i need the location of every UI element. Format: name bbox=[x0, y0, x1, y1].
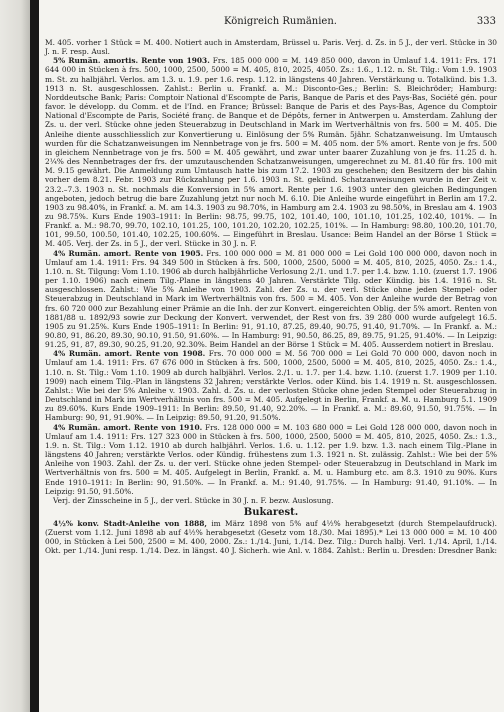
book-binding-gutter bbox=[30, 0, 39, 712]
page-number: 333 bbox=[476, 16, 496, 27]
running-head bbox=[39, 16, 504, 30]
section-heading: 5% Rumän. amortis. Rente von 1903. bbox=[53, 56, 210, 66]
section-stadt-anleihe-1888 bbox=[45, 519, 497, 556]
page-header-title: Königreich Rumänien. bbox=[224, 16, 337, 27]
section-rente-1903 bbox=[45, 56, 497, 248]
section-rente-1910 bbox=[45, 423, 497, 496]
section-text: Frs. 70 000 000 = M. 56 700 000 = Lei Gold 70 000 000, davon noch in Umlauf am 1.4. 1911: Frs. 67 676 000 in Stücken à frs. 500, 1000, 2500, 5000 = M. 405, 810, 2025, 4050. Zs.: 1.4., 1.10. n. St. Tilg.: Vom 1.10. 1909 ab durch halbjährl. Verlos. 2./1. u. 1.7. per 1.4. bzw. 1.10. (zuerst 1.7. 1909 per 1.10. 1909) nach einem Tilg.-Plan in längstens 32 Jahren; verstärkte Verlos. oder Künd. bis 1.4. 1919 n. St. ausgeschlossen. Zahlst.: Wie bei der 5% Anleihe v. 1903. Zahl. d. Zs. u. der verlosten Stücke ohne jeden Stempel oder Steuerabzug in Deutschland in Mark im Wertverhältnis von frs. 500 = M. 405. Aufgelegt in Berlin, Frankf. a. M. u. Hamburg 5.1. 1909 zu 89.60%. Kurs Ende 1909–1911: In Berlin: 89.50, 91.40, 92.20%. — In Frankf. a. M.: 89.60, 91.50, 91.75%. — In Hamburg: 90, 91, 91.90%. — In Leipzig: 89.50, 91.20, 91.50%. bbox=[45, 349, 498, 423]
section-text: Frs. 100 000 000 = M. 81 000 000 = Lei Gold 100 000 000, davon noch in Umlauf am 1.4. 1911: Frs. 94 349 500 in Stücken à frs. 500, 1000, 2500, 5000 = M. 405, 810, 2025, 4050. Zs.: 1.4., 1.10. n. St. Tilgung: Vom 1.10. 1906 ab durch halbjährliche Verlosung 2./1. und 1.7. per 1.4. bzw. 1.10. (zuerst 1.7. 1906 per 1.10. 1906) nach einem Tilg.-Plane in längstens 40 Jahren. Verstärkte Tilg. oder Kündig. bis 1.4. 1916 n. St. ausgeschlossen. Zahlst.: Wie 5% Anleihe von 1903. Zahl. der Zs. u. der verl. Stücke ohne jeden Stempel- oder Steuerabzug in Deutschland in Mark im Wertverhältnis von frs. 500 = M. 405. Von der Anleihe wurde der Betrag von frs. 60 720 000 zur Bezahlung einer Prämie an die Inh. der zur Konvert. eingereichten Oblig. der 5% amort. Renten von 1881/88 u. 1892/93 sowie zur Deckung der Konvert. verwendet, der Rest von frs. 39 280 000 wurde aufgelegt 16.5. 1905 zu 91.25%. Kurs Ende 1905–1911: In Berlin: 91, 91.10, 87.25, 89.40, 90.75, 91.40, 91.70%. — In Frankf. a. M.: 90.80, 91, 86.20, 89.30, 90.10, 91.50, 91.60%. — In Hamburg: 91, 90.50, 86.25, 89, 89.75, 91.25, 91.40%. — In Leipzig: 91.25, 91, 87, 89.30, 90.25, 91.20, 92.30%. Beim Handel an der Börse 1 Stück = M. 405. Ausserdem notiert in Breslau. bbox=[45, 248, 498, 350]
section-rente-1905 bbox=[45, 249, 497, 350]
section-heading: 4% Rumän. amort. Rente von 1905. bbox=[53, 248, 204, 258]
section-text: im März 1898 von 5% auf 4½% herabgesetzt (durch Stempelaufdruck). (Zuerst vom 1.12. Juni 1898 ab auf 4½% herabgesetzt (Gesetz vom 18./30. Mai 1895).* Lei 13 000 000 = M. 10 400 000, in Stücken à Lei 500, 2500 = M. 400, 2000. Zs.: 1./14. Juni, 1./14. Dez. Tilg.: Durch halbj. Verl. 1./14. April, 1./14. Okt. per 1./14. Juni resp. 1./14. Dez. in längst. 40 J. Sicherh. wie Anl. v. 1884. Zahlst.: Berlin u. Dresden: Dresdner Bank: bbox=[45, 518, 498, 556]
page-body bbox=[45, 38, 497, 556]
adjacent-page-edge bbox=[0, 0, 30, 712]
section-heading: 4% Rumän. amort. Rente von 1908. bbox=[53, 349, 206, 359]
section-rente-1908 bbox=[45, 349, 497, 422]
paragraph-continuation: M. 405. vorher 1 Stück = M. 400. Notiert auch in Amsterdam, Brüssel u. Paris. Verj. d. Zs. in 5 J., der verl. Stücke in 30 J. n. F. resp. Ausl. bbox=[45, 38, 497, 57]
section-heading: 4% Rumän. amort. Rente von 1910. bbox=[53, 422, 203, 432]
city-heading-bukarest: Bukarest. bbox=[243, 506, 299, 518]
section-text: Frs. 185 000 000 = M. 149 850 000, davon in Umlauf 1.4. 1911: Frs. 171 644 000 in Stücken à frs. 500, 1000, 2500, 5000 = M. 405, 810, 2025, 4050. Zs.: 1.6., 1.12. n. St. Tilg.: Vom 1.9. 1903 m. St. zu halbjährl. Verlos. am 1.3. u. 1.9. per 1.6. resp. 1.12. in längstens 40 Jahren. Verstärkung u. Totalkünd. bis 1.3. 1913 n. St. ausgeschlossen. Zahlst.: Berlin u. Frankf. a. M.: Disconto-Ges.; Berlin: S. Bleichröder; Hamburg: Norddeutsche Bank; Paris: Comptoir National d'Escompte de Paris, Banque de Paris et des Pays-Bas, Société gén. pour favor. le développ. du Comm. et de l'Ind. en France; Brüssel: Banque de Paris et des Pays-Bas, Agence du Comptoir National d'Escompte de Paris, Société franç. de Banque et de Dépôts, ferner in Antwerpen u. Amsterdam. Zahlung der Zs. u. der verl. Stücke ohne jeden Steuerabzug in Deutschland in Mark im Wertverhältnis von frs. 500 = M. 405. Die Anleihe diente ausschliesslich zur Konvertierung u. Einlösung der 5% Rumän. 5jähr. Schatzanweisung. Im Umtausch wurden für die Schatzanweisungen im Nennbetrage von je frs. 500 = M. 405 nom. der 5% amort. Rente von je frs. 500 in gleichem Nennbetrage von je frs. 500 = M. 405 gewährt, und zwar unter baarer Zuzahlung von je frs. 11.25 d. h. 2¼% des Nennbetrages der frs. der umzutauschenden Schatzanweisungen, umgerechnet zu M. 81.40 für frs. 100 mit M. 9.15 gewährt. Die Anmeldung zum Umtausch hatte bis zum 17.2. 1903 zu geschehen; den Besitzern der bis dahin vorher dem 8.21. Febr. 1903 zur Rückzahlung per 1.6. 1903 n. St. gekünd. Schatzanweisungen wurde in der Zeit v. 23.2.–7.3. 1903 n. St. nochmals die Konversion in 5% amort. Rente per 1.6. 1903 unter den gleichen Bedingungen angeboten, jedoch betrug die bare Zuzahlung jetzt nur noch M. 6.10. Die Anleihe wurde eingeführt in Berlin am 17.2. 1903 zu 98.40%, in Frankf. a. M. am 14.3. 1903 zu 98.70%, in Hamburg am 2.4. 1903 zu 98.50%, in Breslau am 4. 1903 zu 98.75%. Kurs Ende 1903–1911: In Berlin: 98.75, 99.75, 102, 101.40, 100, 101.10, 101.25, 102.40, 101%. — In Frankf. a. M.: 98.70, 99.70, 102.10, 101.25, 100, 101.20, 102.20, 102.25, 101%. — In Hamburg: 98.80, 100.20, 101.70, 101, 99.50, 100.50, 101.40, 102.25, 100.60%. — Eingeführt in Breslau. Usance: Beim Handel an der Börse 1 Stück = M. 405. Verj. der Zs. in 5 J., der verl. Stücke in 30 J. n. F. bbox=[45, 56, 497, 249]
section-heading: 4½% konv. Stadt-Anleihe von 1888, bbox=[53, 518, 207, 528]
section-text: Frs. 128 000 000 = M. 103 680 000 = Lei Gold 128 000 000, davon noch in Umlauf am 1.4. 1911: Frs. 127 323 000 in Stücken à frs. 500, 1000, 2500, 5000 = M. 405, 810, 2025, 4050. Zs.: 1.3., 1.9. n. St. Tilg.: Vom 1.12. 1910 ab durch halbjährl. Verlos. 1.6. u. 1.12. per 1.9. bzw. 1.3. nach einem Tilg.-Plane in längstens 40 Jahren; verstärkte Verlos. oder Kündig. frühestens zum 1.3. 1921 n. St. zulässig. Zahlst.: Wie bei der 5% Anleihe von 1903. Zahl. der Zs. u. der verl. Stücke ohne jeden Stempel- oder Steuerabzug in Deutschland in Mark im Wertverhältnis von frs. 500 = M. 405. Aufgelegt in Berlin, Frankf. a. M. u. Hamburg etc. am 8.3. 1910 zu 90%. Kurs Ende 1910–1911: In Berlin: 90, 91.50%. — In Frankf. a. M.: 91.40, 91.75%. — In Hamburg: 91.40, 91.10%. — In Leipzig: 91.50, 91.50%. bbox=[45, 422, 497, 496]
limitation-note: Verj. der Zinsscheine in 5 J., der verl. Stücke in 30 J. n. F. bezw. Auslosung. bbox=[53, 495, 334, 505]
document-page bbox=[39, 0, 504, 712]
